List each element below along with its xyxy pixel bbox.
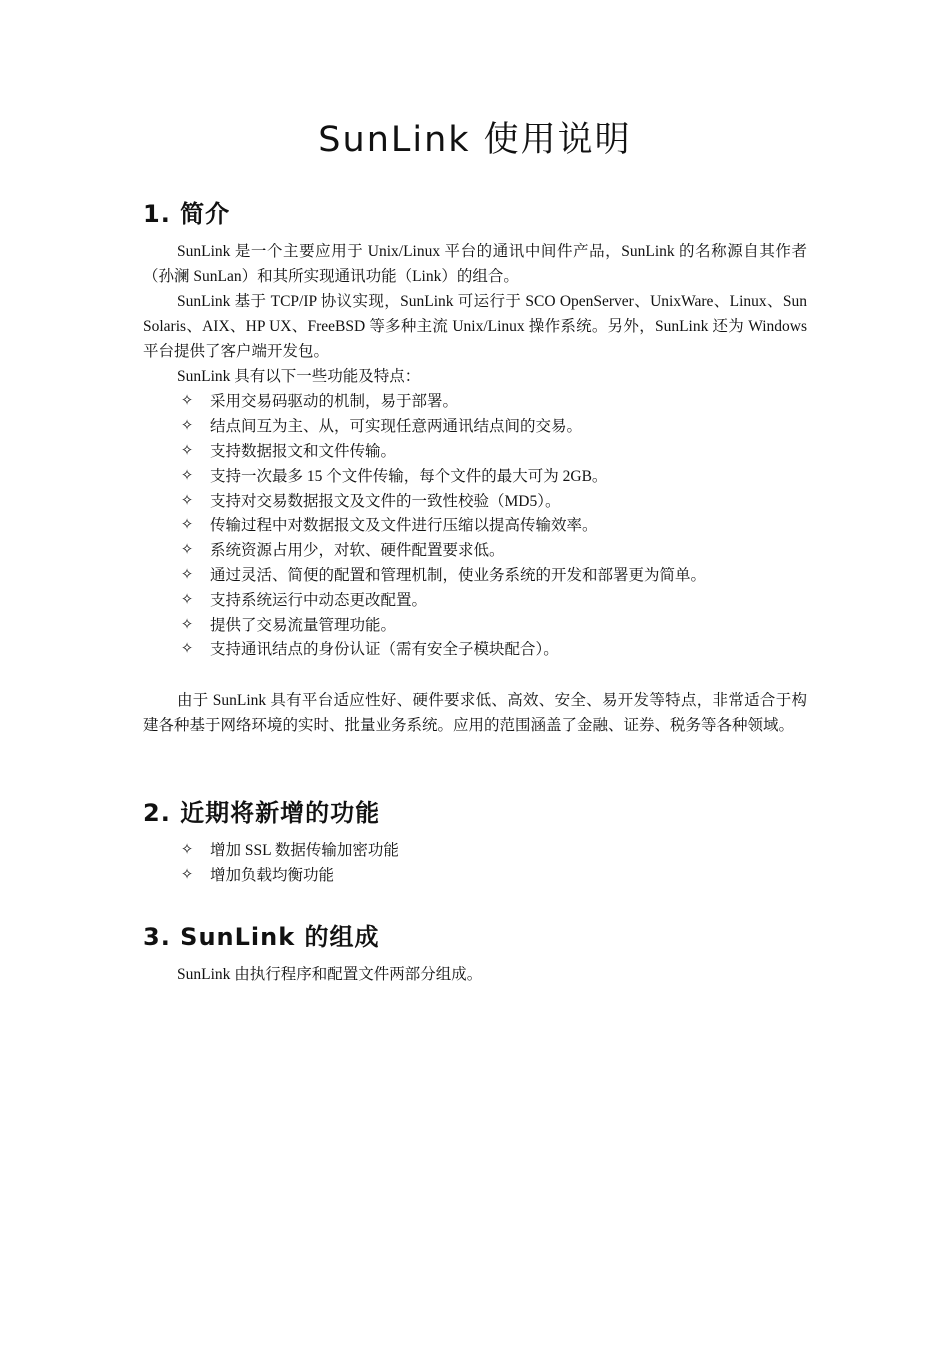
- intro-closing-paragraph: 由于 SunLink 具有平台适应性好、硬件要求低、高效、安全、易开发等特点，非常适合于构建各种基于网络环境的实时、批量业务系统。应用的范围涵盖了金融、证券、税务等各种领域。: [143, 692, 807, 734]
- list-item: [143, 611, 807, 636]
- list-item-text: 通过灵活、简便的配置和管理机制，使业务系统的开发和部署更为简单。: [210, 566, 707, 584]
- four-pointed-star-icon: ✧: [180, 639, 194, 658]
- intro-paragraph-origin: SunLink 是一个主要应用于 Unix/Linux 平台的通讯中间件产品，SunLink 的名称源自其作者（孙澜 SunLan）和其所实现通讯功能（Link）的组合。: [143, 243, 807, 285]
- list-item-text: 提供了交易流量管理功能。: [210, 616, 397, 634]
- list-item: [143, 512, 807, 537]
- list-item-text: 增加负载均衡功能: [210, 867, 335, 885]
- four-pointed-star-icon: ✧: [180, 416, 194, 435]
- upcoming-feature-list: [143, 837, 807, 887]
- four-pointed-star-icon: ✧: [180, 865, 194, 884]
- four-pointed-star-icon: ✧: [180, 614, 194, 633]
- list-item-text: 支持通讯结点的身份认证（需有安全子模块配合）。: [210, 641, 559, 659]
- section-heading-upcoming: 2. 近期将新增的功能: [143, 799, 381, 827]
- list-item-text: 结点间互为主、从，可实现任意两通讯结点间的交易。: [210, 418, 583, 436]
- four-pointed-star-icon: ✧: [180, 589, 194, 608]
- list-item: [143, 586, 807, 611]
- list-item: [143, 462, 807, 487]
- list-item-text: 支持数据报文和文件传输。: [210, 442, 397, 460]
- intro-paragraph-features-lead: SunLink 具有以下一些功能及特点：: [177, 368, 421, 385]
- list-item-text: 系统资源占用少，对软、硬件配置要求低。: [210, 542, 505, 560]
- list-item: [143, 837, 807, 862]
- list-item: [143, 537, 807, 562]
- list-item: [143, 487, 807, 512]
- document-title: SunLink 使用说明: [318, 120, 632, 160]
- list-item-text: 支持一次最多 15 个文件传输，每个文件的最大可为 2GB。: [210, 467, 608, 485]
- section-heading-components: 3. SunLink 的组成: [143, 923, 380, 951]
- feature-list: [143, 388, 807, 661]
- list-item: [143, 413, 807, 438]
- list-item-text: 支持系统运行中动态更改配置。: [210, 591, 428, 609]
- four-pointed-star-icon: ✧: [180, 440, 194, 459]
- four-pointed-star-icon: ✧: [180, 840, 194, 859]
- list-item: [143, 636, 807, 661]
- four-pointed-star-icon: ✧: [180, 540, 194, 559]
- list-item-text: 采用交易码驱动的机制，易于部署。: [210, 393, 459, 411]
- four-pointed-star-icon: ✧: [180, 564, 194, 583]
- list-item-text: 传输过程中对数据报文及文件进行压缩以提高传输效率。: [210, 517, 598, 535]
- list-item: [143, 562, 807, 587]
- four-pointed-star-icon: ✧: [180, 515, 194, 534]
- list-item: [143, 862, 807, 887]
- list-item: [143, 388, 807, 413]
- four-pointed-star-icon: ✧: [180, 391, 194, 410]
- four-pointed-star-icon: ✧: [180, 490, 194, 509]
- section-heading-intro: 1. 简介: [143, 200, 231, 228]
- four-pointed-star-icon: ✧: [180, 465, 194, 484]
- components-paragraph: SunLink 由执行程序和配置文件两部分组成。: [177, 966, 483, 983]
- list-item-text: 增加 SSL 数据传输加密功能: [210, 842, 399, 860]
- intro-paragraph-platforms: SunLink 基于 TCP/IP 协议实现，SunLink 可运行于 SCO OpenServer、UnixWare、Linux、Sun Solaris、AIX、HP UX、FreeBSD 等多种主流 Unix/Linux 操作系统。另外，SunLink 还为 Windows 平台提供了客户端开发包。: [143, 293, 807, 360]
- list-item: [143, 438, 807, 463]
- list-item-text: 支持对交易数据报文及文件的一致性校验（MD5）。: [210, 492, 561, 510]
